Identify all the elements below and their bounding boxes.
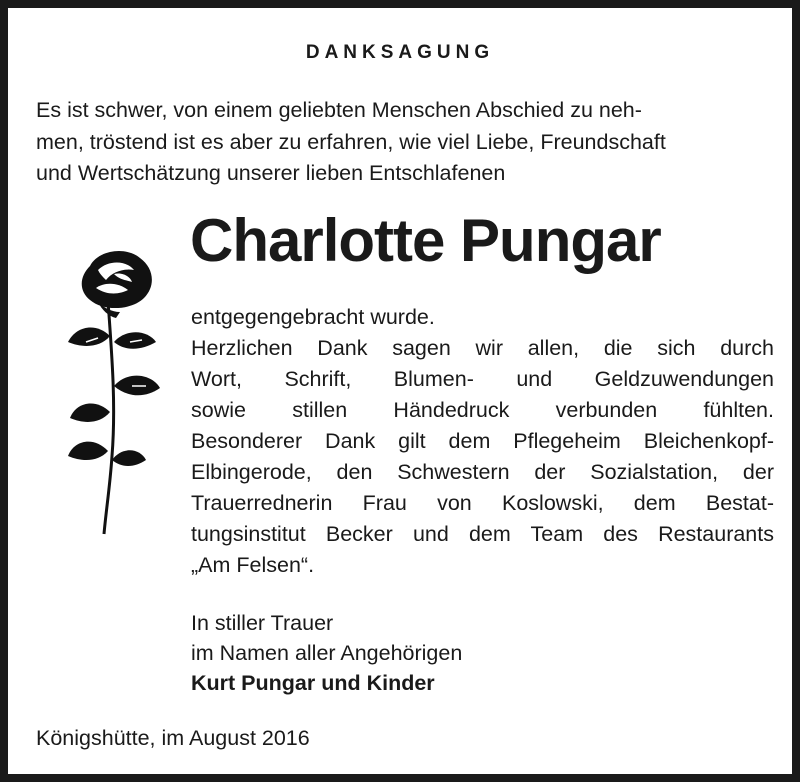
thanks-line: entgegengebracht wurde.: [191, 305, 435, 329]
rose-icon: [68, 246, 168, 536]
thanks-line: Trauerrednerin Frau von Koslowski, dem Bestat-: [191, 491, 774, 515]
thanks-line: tungsinstitut Becker und dem Team des Restaurants: [191, 522, 774, 546]
closing-line: im Namen aller Angehörigen: [191, 641, 463, 665]
intro-line: und Wertschätzung unserer lieben Entschlafenen: [36, 161, 506, 185]
thanks-line: „Am Felsen“.: [191, 553, 315, 577]
intro-line: Es ist schwer, von einem geliebten Menschen Abschied zu neh-: [36, 98, 642, 122]
signature: Kurt Pungar und Kinder: [191, 671, 435, 695]
thanks-line: Besonderer Dank gilt dem Pflegeheim Bleichenkopf-: [191, 429, 774, 453]
deceased-name: Charlotte Pungar: [190, 207, 661, 274]
notice-heading: DANKSAGUNG: [305, 42, 495, 63]
thanks-line: Wort, Schrift, Blumen- und Geldzuwendungen: [191, 367, 774, 391]
place-date: Königshütte, im August 2016: [36, 726, 310, 750]
thanks-line: Elbingerode, den Schwestern der Sozialstation, der: [191, 460, 774, 484]
thanks-line: sowie stillen Händedruck verbunden fühlten.: [191, 398, 774, 422]
closing-line: In stiller Trauer: [191, 611, 334, 635]
thanks-line: Herzlichen Dank sagen wir allen, die sich durch: [191, 336, 774, 360]
intro-line: men, tröstend ist es aber zu erfahren, wie viel Liebe, Freundschaft: [36, 130, 666, 154]
